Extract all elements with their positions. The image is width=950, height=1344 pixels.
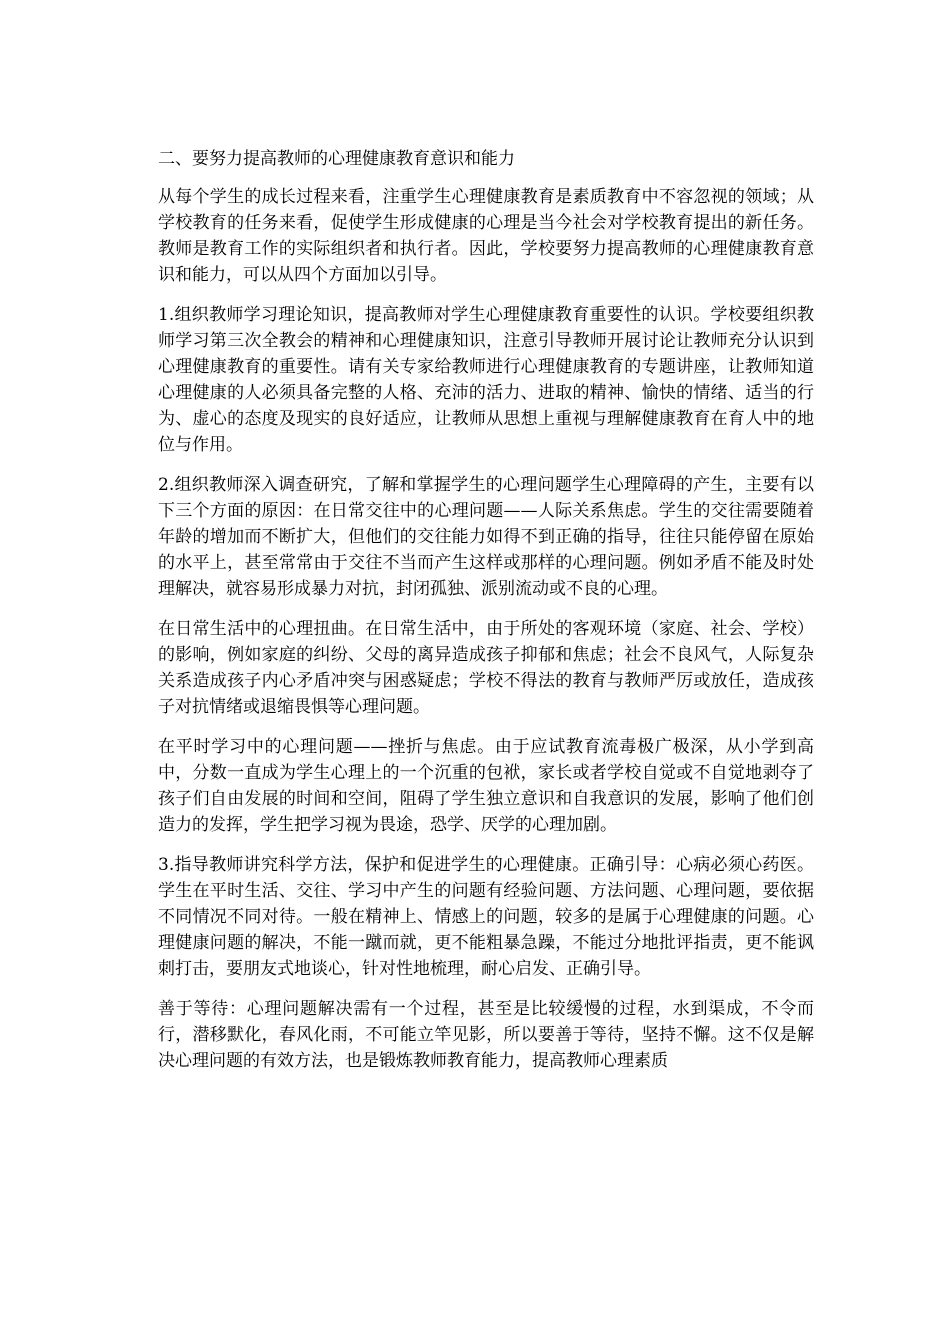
paragraph-waiting: 善于等待：心理问题解决需有一个过程，甚至是比较缓慢的过程，水到渠成，不令而行，潜移默化，春风化雨，不可能立竿见影，所以要善于等待，坚持不懈。这不仅是解决心理问题的有效方法，也是锻炼教师教育能力，提高教师心理素质 [158, 999, 814, 1071]
paragraph-daily-life: 在日常生活中的心理扭曲。在日常生活中，由于所处的客观环境（家庭、社会、学校）的影响，例如家庭的纠纷、父母的离异造成孩子抑郁和焦虑；社会不良风气，人际复杂关系造成孩子内心矛盾冲突与困惑疑虑；学校不得法的教育与教师严厉或放任，造成孩子对抗情绪或退缩畏惧等心理问题。 [158, 619, 814, 717]
paragraph-intro: 从每个学生的成长过程来看，注重学生心理健康教育是素质教育中不容忽视的领域；从学校教育的任务来看，促使学生形成健康的心理是当今社会对学校教育提出的新任务。教师是教育工作的实际组织者和执行者。因此，学校要努力提高教师的心理健康教育意识和能力，可以从四个方面加以引导。 [158, 187, 814, 285]
document-page [158, 146, 814, 1088]
paragraph-point-3: 3.指导教师讲究科学方法，保护和促进学生的心理健康。正确引导：心病必须心药医。学生在平时生活、交往、学习中产生的问题有经验问题、方法问题、心理问题，要依据不同情况不同对待。一般在精神上、情感上的问题，较多的是属于心理健康的问题。心理健康问题的解决，不能一蹴而就，更不能粗暴急躁，不能过分地批评指责，更不能讽刺打击，要朋友式地谈心，针对性地梳理，耐心启发、正确引导。 [158, 855, 814, 979]
paragraph-study: 在平时学习中的心理问题——挫折与焦虑。由于应试教育流毒极广极深，从小学到高中，分数一直成为学生心理上的一个沉重的包袱，家长或者学校自觉或不自觉地剥夺了孩子们自由发展的时间和空间，阻碍了学生独立意识和自我意识的发展，影响了他们创造力的发挥，学生把学习视为畏途，恐学、厌学的心理加剧。 [158, 737, 814, 835]
paragraph-point-2: 2.组织教师深入调查研究，了解和掌握学生的心理问题学生心理障碍的产生，主要有以下三个方面的原因：在日常交往中的心理问题——人际关系焦虑。学生的交往需要随着年龄的增加而不断扩大，但他们的交往能力如得不到正确的指导，往往只能停留在原始的水平上，甚至常常由于交往不当而产生这样或那样的心理问题。例如矛盾不能及时处理解决，就容易形成暴力对抗，封闭孤独、派别流动或不良的心理。 [158, 475, 814, 599]
paragraph-point-1: 1.组织教师学习理论知识，提高教师对学生心理健康教育重要性的认识。学校要组织教师学习第三次全教会的精神和心理健康知识，注意引导教师开展讨论让教师充分认识到心理健康教育的重要性。请有关专家给教师进行心理健康教育的专题讲座，让教师知道心理健康的人必须具备完整的人格、充沛的活力、进取的精神、愉快的情绪、适当的行为、虚心的态度及现实的良好适应，让教师从思想上重视与理解健康教育在育人中的地位与作用。 [158, 305, 814, 455]
section-heading: 二、要努力提高教师的心理健康教育意识和能力 [158, 149, 515, 169]
